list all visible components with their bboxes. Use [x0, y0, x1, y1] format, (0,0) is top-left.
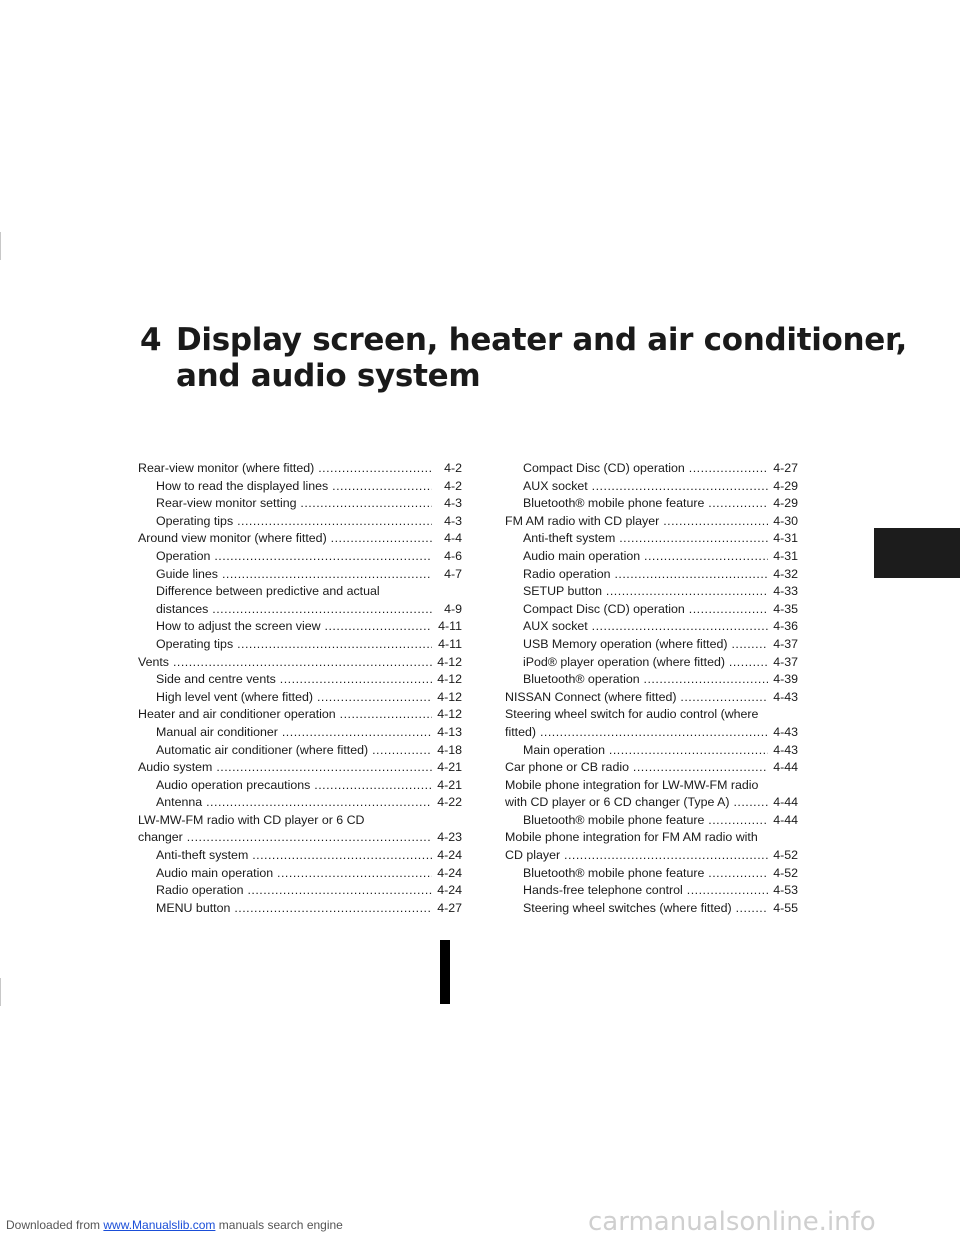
page-edge-bar	[440, 940, 450, 1004]
toc-entry-label: Audio operation precautions .....	[156, 777, 432, 795]
footer-prefix: Downloaded from	[6, 1218, 104, 1232]
toc-page-number: 4-12	[437, 707, 462, 722]
crop-mark-top	[0, 232, 1, 260]
toc-entry-label: How to read the displayed lines .....	[156, 478, 432, 496]
toc-entry[interactable]	[138, 636, 462, 654]
toc-right-column	[505, 460, 798, 917]
toc-entry-label: AUX socket .....	[523, 618, 768, 636]
toc-entry[interactable]	[505, 636, 798, 654]
toc-entry-label: Automatic air conditioner (where fitted) .....	[156, 742, 432, 760]
toc-entry-label: distances .....	[156, 601, 432, 619]
toc-page-number: 4-44	[773, 812, 798, 827]
toc-entry-label: AUX socket .....	[523, 478, 768, 496]
toc-entry-label: NISSAN Connect (where fitted) .....	[505, 689, 768, 707]
toc-entry-label: Steering wheel switches (where fitted) .....	[523, 900, 768, 918]
toc-entry[interactable]	[505, 794, 798, 812]
toc-entry[interactable]	[505, 865, 798, 883]
toc-entry-label: Vents .....	[138, 654, 432, 672]
toc-page-number: 4-29	[773, 478, 798, 493]
toc-entry-label: Side and centre vents .....	[156, 671, 432, 689]
toc-entry[interactable]	[138, 706, 462, 724]
toc-entry[interactable]	[138, 882, 462, 900]
toc-page-number: 4-13	[437, 724, 462, 739]
watermark: carmanualsonline.info	[588, 1207, 876, 1237]
toc-entry-line: LW-MW-FM radio with CD player or 6 CD	[138, 812, 365, 827]
toc-page-number: 4-31	[773, 548, 798, 563]
toc-page-number: 4-23	[437, 830, 462, 845]
toc-page-number: 4-27	[437, 900, 462, 915]
toc-entry[interactable]	[138, 900, 462, 918]
toc-entry-label: Bluetooth® mobile phone feature .....	[523, 812, 768, 830]
toc-page-number: 4-43	[773, 742, 798, 757]
chapter-thumb-tab	[874, 528, 960, 578]
toc-page-number: 4-37	[773, 636, 798, 651]
toc-entry[interactable]	[505, 601, 798, 619]
toc-entry-label: High level vent (where fitted) .....	[156, 689, 432, 707]
toc-page-number: 4-29	[773, 496, 798, 511]
toc-entry[interactable]	[138, 777, 462, 795]
toc-entry-label: SETUP button .....	[523, 583, 768, 601]
toc-entry[interactable]	[505, 654, 798, 672]
toc-page-number: 4-39	[773, 672, 798, 687]
toc-entry-label: CD player .....	[505, 847, 768, 865]
toc-entry-label: Manual air conditioner .....	[156, 724, 432, 742]
toc-page-number: 4-6	[444, 548, 462, 563]
toc-entry[interactable]	[138, 671, 462, 689]
toc-entry[interactable]	[505, 900, 798, 918]
toc-entry-label: FM AM radio with CD player .....	[505, 513, 768, 531]
toc-entry-label: Heater and air conditioner operation .....	[138, 706, 432, 724]
toc-page-number: 4-7	[444, 566, 462, 581]
toc-entry[interactable]	[138, 742, 462, 760]
toc-entry[interactable]	[505, 689, 798, 707]
chapter-number: 4	[140, 322, 162, 358]
toc-entry[interactable]	[505, 495, 798, 513]
toc-entry-label: Guide lines .....	[156, 566, 432, 584]
toc-page-number: 4-55	[773, 900, 798, 915]
toc-entry-label: Anti-theft system .....	[156, 847, 432, 865]
toc-entry-label: Operating tips .....	[156, 513, 432, 531]
toc-entry-line: Mobile phone integration for FM AM radio with	[505, 830, 758, 845]
toc-page-number: 4-35	[773, 601, 798, 616]
toc-entry[interactable]	[138, 724, 462, 742]
toc-page-number: 4-43	[773, 724, 798, 739]
toc-entry-label: with CD player or 6 CD changer (Type A) .....	[505, 794, 768, 812]
toc-entry[interactable]	[505, 513, 798, 531]
toc-entry[interactable]	[138, 513, 462, 531]
toc-entry-label: Anti-theft system .....	[523, 530, 768, 548]
toc-entry[interactable]	[138, 829, 462, 847]
toc-entry-label: Operating tips .....	[156, 636, 432, 654]
toc-entry[interactable]	[138, 759, 462, 777]
toc-page-number: 4-12	[437, 689, 462, 704]
footer-suffix: manuals search engine	[215, 1218, 343, 1232]
toc-entry[interactable]	[138, 548, 462, 566]
toc-entry[interactable]	[505, 460, 798, 478]
toc-entry[interactable]	[505, 847, 798, 865]
toc-entry-label: USB Memory operation (where fitted) .....	[523, 636, 768, 654]
toc-page-number: 4-44	[773, 760, 798, 775]
toc-entry-label: Compact Disc (CD) operation .....	[523, 601, 768, 619]
toc-page-number: 4-52	[773, 865, 798, 880]
toc-page-number: 4-32	[773, 566, 798, 581]
toc-entry-label: Radio operation .....	[156, 882, 432, 900]
toc-entry[interactable]	[138, 530, 462, 548]
toc-entry-label: Bluetooth® operation .....	[523, 671, 768, 689]
toc-page-number: 4-43	[773, 689, 798, 704]
toc-entry-label: Compact Disc (CD) operation .....	[523, 460, 768, 478]
toc-entry-label: Bluetooth® mobile phone feature .....	[523, 495, 768, 513]
toc-entry[interactable]	[505, 478, 798, 496]
toc-entry-line: Steering wheel switch for audio control (where	[505, 707, 759, 722]
toc-page-number: 4-24	[437, 883, 462, 898]
toc-page-number: 4-24	[437, 848, 462, 863]
toc-page-number: 4-24	[437, 865, 462, 880]
toc-page-number: 4-22	[437, 795, 462, 810]
toc-page-number: 4-2	[444, 461, 462, 475]
toc-entry[interactable]	[505, 583, 798, 601]
toc-entry[interactable]	[505, 882, 798, 900]
toc-page-number: 4-21	[437, 760, 462, 775]
toc-entry-label: Audio main operation .....	[156, 865, 432, 883]
toc-entry-label: Rear-view monitor setting .....	[156, 495, 432, 513]
toc-page-number: 4-33	[773, 584, 798, 599]
toc-entry[interactable]	[138, 601, 462, 619]
toc-entry[interactable]	[138, 865, 462, 883]
toc-page-number: 4-12	[437, 654, 462, 669]
toc-entry-label: Rear-view monitor (where fitted) .....	[138, 460, 432, 478]
toc-entry-label: Main operation .....	[523, 742, 768, 760]
toc-entry-label: Bluetooth® mobile phone feature .....	[523, 865, 768, 883]
toc-page-number: 4-3	[444, 496, 462, 511]
toc-page-number: 4-11	[438, 636, 462, 651]
toc-page-number: 4-18	[437, 742, 462, 757]
toc-page-number: 4-11	[438, 619, 462, 634]
toc-page-number: 4-27	[773, 461, 798, 475]
toc-left-column	[138, 460, 462, 917]
toc-entry-line: Mobile phone integration for LW-MW-FM radio	[505, 777, 759, 792]
toc-page-number: 4-53	[773, 883, 798, 898]
toc-entry-label: Audio main operation .....	[523, 548, 768, 566]
toc-entry-line: Difference between predictive and actual	[156, 584, 380, 599]
toc-entry-label: Car phone or CB radio .....	[505, 759, 768, 777]
toc-entry[interactable]	[505, 812, 798, 830]
toc-entry-label: Antenna .....	[156, 794, 432, 812]
toc-page-number: 4-52	[773, 848, 798, 863]
toc-entry[interactable]	[505, 724, 798, 742]
toc-entry[interactable]	[505, 566, 798, 584]
toc-entry[interactable]	[138, 794, 462, 812]
toc-entry[interactable]	[138, 689, 462, 707]
toc-page-number: 4-2	[444, 478, 462, 493]
toc-entry[interactable]	[505, 548, 798, 566]
toc-page-number: 4-4	[444, 531, 462, 546]
toc-page-number: 4-9	[444, 601, 462, 616]
toc-page-number: 4-31	[773, 531, 798, 546]
toc-entry-label: Audio system .....	[138, 759, 432, 777]
toc-page-number: 4-3	[444, 513, 462, 528]
toc-entry-label: changer .....	[138, 829, 432, 847]
toc-page-number: 4-37	[773, 654, 798, 669]
toc-entry-label: How to adjust the screen view .....	[156, 618, 432, 636]
toc-entry[interactable]	[505, 530, 798, 548]
crop-mark-bottom	[0, 978, 1, 1006]
toc-page-number: 4-12	[437, 672, 462, 687]
toc-entry[interactable]	[138, 654, 462, 672]
toc-entry[interactable]	[505, 618, 798, 636]
chapter-title-line-2: and audio system	[176, 358, 481, 394]
toc-page-number: 4-36	[773, 619, 798, 634]
toc-entry[interactable]	[138, 847, 462, 865]
manualslib-link[interactable]: www.Manualslib.com	[103, 1218, 216, 1232]
chapter-title-line-1: Display screen, heater and air conditioner,	[176, 322, 907, 358]
toc-page-number: 4-30	[773, 513, 798, 528]
toc-entry[interactable]	[138, 478, 462, 496]
download-footer	[6, 1218, 343, 1232]
toc-entry-label: Hands-free telephone control .....	[523, 882, 768, 900]
toc-entry[interactable]	[138, 495, 462, 513]
toc-entry-label: MENU button .....	[156, 900, 432, 918]
toc-entry-label: Operation .....	[156, 548, 432, 566]
toc-entry-label: Around view monitor (where fitted) .....	[138, 530, 432, 548]
toc-entry-label: fitted) .....	[505, 724, 768, 742]
toc-page-number: 4-21	[437, 777, 462, 792]
toc-entry[interactable]	[138, 566, 462, 584]
toc-entry[interactable]	[505, 671, 798, 689]
chapter-title	[140, 322, 920, 394]
toc-entry[interactable]	[505, 742, 798, 760]
toc-page-number: 4-44	[773, 795, 798, 810]
toc-entry-label: iPod® player operation (where fitted) .....	[523, 654, 768, 672]
toc-entry[interactable]	[138, 618, 462, 636]
toc-entry[interactable]	[138, 460, 462, 478]
toc-entry[interactable]	[505, 759, 798, 777]
toc-entry-label: Radio operation .....	[523, 566, 768, 584]
